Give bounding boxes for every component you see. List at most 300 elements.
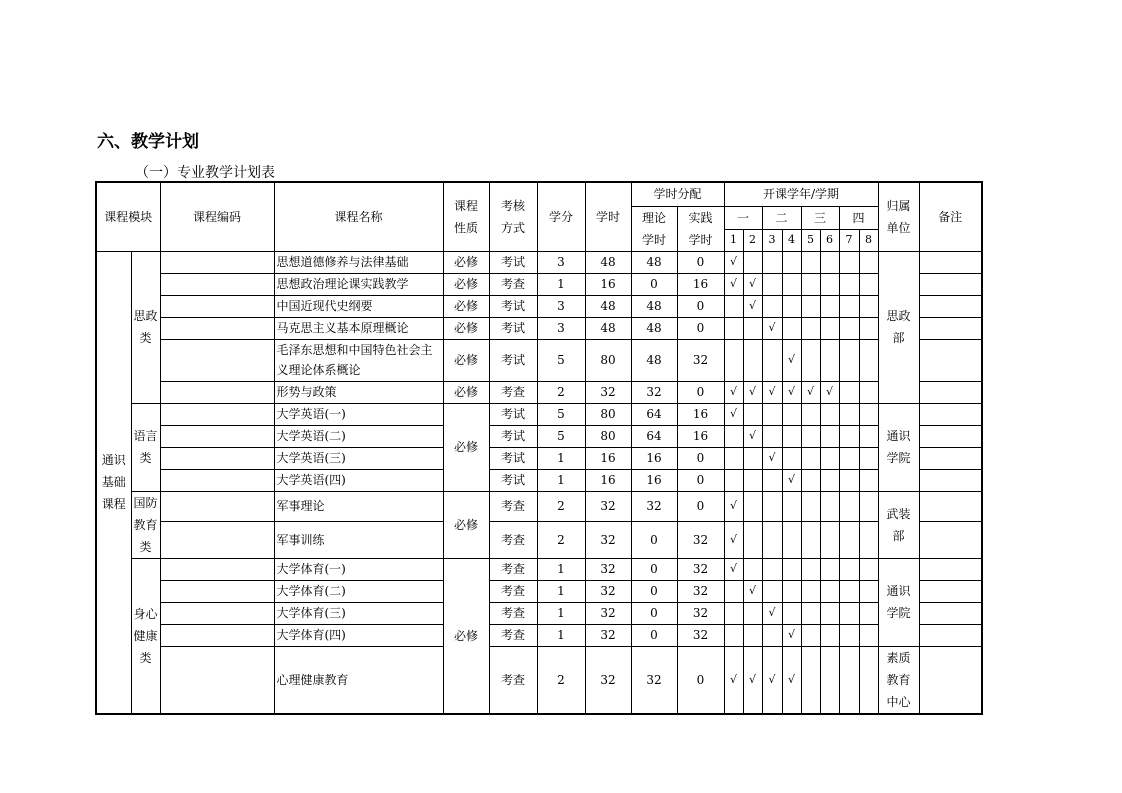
term-cell bbox=[724, 602, 743, 624]
term-cell bbox=[859, 447, 878, 469]
table-row bbox=[96, 273, 982, 295]
term-cell bbox=[762, 339, 782, 381]
course-credit: 2 bbox=[537, 522, 585, 558]
course-name: 大学英语(四) bbox=[274, 469, 443, 491]
term-cell bbox=[820, 522, 839, 558]
table-row bbox=[96, 558, 982, 580]
course-theory-hours: 48 bbox=[631, 251, 677, 273]
course-theory-hours: 0 bbox=[631, 580, 677, 602]
table-row bbox=[96, 295, 982, 317]
term-cell bbox=[782, 251, 801, 273]
course-credit: 2 bbox=[537, 491, 585, 522]
check-mark: √ bbox=[782, 381, 801, 403]
course-exam: 考查 bbox=[489, 522, 537, 558]
course-exam: 考查 bbox=[489, 381, 537, 403]
remark-cell bbox=[919, 522, 982, 558]
term-cell bbox=[859, 602, 878, 624]
header-year: 四 bbox=[839, 206, 878, 229]
remark-cell bbox=[919, 646, 982, 714]
check-mark: √ bbox=[743, 580, 762, 602]
course-practice-hours: 32 bbox=[677, 558, 724, 580]
course-practice-hours: 32 bbox=[677, 339, 724, 381]
dept-general-education: 通识 学院 bbox=[878, 558, 919, 646]
term-cell bbox=[801, 624, 820, 646]
course-name: 思想道德修养与法律基础 bbox=[274, 251, 443, 273]
table-subheading: （一）专业教学计划表 bbox=[135, 165, 275, 181]
term-cell bbox=[782, 558, 801, 580]
course-credit: 1 bbox=[537, 580, 585, 602]
course-code bbox=[160, 447, 274, 469]
course-practice-hours: 0 bbox=[677, 295, 724, 317]
term-cell bbox=[762, 469, 782, 491]
dept-ideology: 思政 部 bbox=[878, 251, 919, 403]
header-term: 6 bbox=[820, 229, 839, 251]
term-cell bbox=[859, 381, 878, 403]
course-credit: 5 bbox=[537, 425, 585, 447]
course-name: 形势与政策 bbox=[274, 381, 443, 403]
table-row bbox=[96, 403, 982, 425]
course-credit: 1 bbox=[537, 447, 585, 469]
course-credit: 3 bbox=[537, 251, 585, 273]
course-exam: 考试 bbox=[489, 339, 537, 381]
course-code bbox=[160, 381, 274, 403]
course-name: 马克思主义基本原理概论 bbox=[274, 317, 443, 339]
course-code bbox=[160, 580, 274, 602]
course-code bbox=[160, 339, 274, 381]
course-exam: 考试 bbox=[489, 317, 537, 339]
course-practice-hours: 0 bbox=[677, 251, 724, 273]
remark-cell bbox=[919, 317, 982, 339]
term-cell bbox=[743, 469, 762, 491]
course-theory-hours: 64 bbox=[631, 425, 677, 447]
course-theory-hours: 16 bbox=[631, 469, 677, 491]
term-cell bbox=[762, 522, 782, 558]
term-cell bbox=[782, 580, 801, 602]
term-cell bbox=[859, 251, 878, 273]
course-practice-hours: 32 bbox=[677, 580, 724, 602]
course-theory-hours: 32 bbox=[631, 381, 677, 403]
term-cell bbox=[820, 251, 839, 273]
term-cell bbox=[743, 491, 762, 522]
check-mark: √ bbox=[724, 558, 743, 580]
term-cell bbox=[782, 295, 801, 317]
course-hours: 32 bbox=[585, 491, 631, 522]
header-credit: 学分 bbox=[537, 182, 585, 251]
header-year: 三 bbox=[801, 206, 839, 229]
dept-armed-forces: 武装 部 bbox=[878, 491, 919, 558]
course-hours: 48 bbox=[585, 317, 631, 339]
term-cell bbox=[801, 491, 820, 522]
course-exam: 考查 bbox=[489, 580, 537, 602]
term-cell bbox=[820, 317, 839, 339]
course-hours: 32 bbox=[585, 624, 631, 646]
term-cell bbox=[801, 602, 820, 624]
check-mark: √ bbox=[782, 646, 801, 714]
teaching-plan-table bbox=[95, 181, 983, 715]
table-row bbox=[96, 469, 982, 491]
term-cell bbox=[820, 469, 839, 491]
term-cell bbox=[839, 317, 859, 339]
group-label-health: 身心 健康 类 bbox=[131, 558, 160, 714]
table-row bbox=[96, 491, 982, 522]
header-term: 2 bbox=[743, 229, 762, 251]
course-hours: 80 bbox=[585, 425, 631, 447]
table-row bbox=[96, 580, 982, 602]
course-name: 大学体育(四) bbox=[274, 624, 443, 646]
term-cell bbox=[801, 295, 820, 317]
course-hours: 32 bbox=[585, 558, 631, 580]
course-theory-hours: 0 bbox=[631, 522, 677, 558]
course-hours: 80 bbox=[585, 339, 631, 381]
remark-cell bbox=[919, 381, 982, 403]
term-cell bbox=[782, 273, 801, 295]
term-cell bbox=[724, 339, 743, 381]
term-cell bbox=[859, 273, 878, 295]
check-mark: √ bbox=[762, 646, 782, 714]
course-exam: 考试 bbox=[489, 251, 537, 273]
term-cell bbox=[743, 403, 762, 425]
term-cell bbox=[859, 317, 878, 339]
course-exam: 考查 bbox=[489, 558, 537, 580]
course-credit: 2 bbox=[537, 646, 585, 714]
remark-cell bbox=[919, 602, 982, 624]
course-credit: 1 bbox=[537, 558, 585, 580]
remark-cell bbox=[919, 425, 982, 447]
header-hour-distribution: 学时分配 bbox=[631, 182, 724, 206]
term-cell bbox=[839, 403, 859, 425]
check-mark: √ bbox=[724, 273, 743, 295]
term-cell bbox=[859, 522, 878, 558]
course-hours: 32 bbox=[585, 602, 631, 624]
term-cell bbox=[801, 522, 820, 558]
header-exam: 考核 方式 bbox=[489, 182, 537, 251]
course-practice-hours: 16 bbox=[677, 403, 724, 425]
course-code bbox=[160, 295, 274, 317]
term-cell bbox=[820, 558, 839, 580]
table-row bbox=[96, 602, 982, 624]
term-cell bbox=[859, 425, 878, 447]
course-theory-hours: 0 bbox=[631, 558, 677, 580]
term-cell bbox=[743, 624, 762, 646]
course-code bbox=[160, 317, 274, 339]
course-exam: 考试 bbox=[489, 425, 537, 447]
term-cell bbox=[820, 447, 839, 469]
term-cell bbox=[724, 447, 743, 469]
course-nature: 必修 bbox=[443, 403, 489, 491]
course-credit: 1 bbox=[537, 273, 585, 295]
term-cell bbox=[743, 339, 762, 381]
term-cell bbox=[820, 602, 839, 624]
check-mark: √ bbox=[762, 381, 782, 403]
term-cell bbox=[743, 602, 762, 624]
term-cell bbox=[782, 602, 801, 624]
table-row bbox=[96, 447, 982, 469]
course-practice-hours: 32 bbox=[677, 624, 724, 646]
term-cell bbox=[839, 273, 859, 295]
check-mark: √ bbox=[724, 646, 743, 714]
group-label-defense: 国防 教育 类 bbox=[131, 491, 160, 558]
term-cell bbox=[762, 580, 782, 602]
course-hours: 48 bbox=[585, 251, 631, 273]
course-practice-hours: 32 bbox=[677, 522, 724, 558]
course-name: 大学体育(二) bbox=[274, 580, 443, 602]
term-cell bbox=[859, 469, 878, 491]
check-mark: √ bbox=[743, 273, 762, 295]
course-nature: 必修 bbox=[443, 317, 489, 339]
header-practice: 实践 学时 bbox=[677, 206, 724, 251]
term-cell bbox=[801, 425, 820, 447]
term-cell bbox=[743, 558, 762, 580]
check-mark: √ bbox=[724, 491, 743, 522]
table-row bbox=[96, 425, 982, 447]
term-cell bbox=[762, 624, 782, 646]
course-code bbox=[160, 602, 274, 624]
term-cell bbox=[859, 339, 878, 381]
course-practice-hours: 0 bbox=[677, 381, 724, 403]
course-hours: 16 bbox=[585, 447, 631, 469]
term-cell bbox=[859, 491, 878, 522]
check-mark: √ bbox=[762, 317, 782, 339]
term-cell bbox=[782, 317, 801, 339]
check-mark: √ bbox=[724, 381, 743, 403]
term-cell bbox=[839, 295, 859, 317]
term-cell bbox=[743, 522, 762, 558]
course-credit: 3 bbox=[537, 295, 585, 317]
term-cell bbox=[839, 558, 859, 580]
course-practice-hours: 32 bbox=[677, 602, 724, 624]
term-cell bbox=[839, 381, 859, 403]
remark-cell bbox=[919, 580, 982, 602]
term-cell bbox=[859, 580, 878, 602]
course-theory-hours: 48 bbox=[631, 295, 677, 317]
course-exam: 考查 bbox=[489, 646, 537, 714]
course-theory-hours: 48 bbox=[631, 339, 677, 381]
table-row bbox=[96, 624, 982, 646]
check-mark: √ bbox=[762, 447, 782, 469]
header-year: 一 bbox=[724, 206, 762, 229]
term-cell bbox=[801, 273, 820, 295]
term-cell bbox=[820, 491, 839, 522]
term-cell bbox=[820, 273, 839, 295]
course-credit: 2 bbox=[537, 381, 585, 403]
term-cell bbox=[724, 425, 743, 447]
term-cell bbox=[724, 580, 743, 602]
header-name: 课程名称 bbox=[274, 182, 443, 251]
course-theory-hours: 0 bbox=[631, 624, 677, 646]
course-theory-hours: 16 bbox=[631, 447, 677, 469]
term-cell bbox=[820, 425, 839, 447]
check-mark: √ bbox=[743, 646, 762, 714]
course-theory-hours: 0 bbox=[631, 602, 677, 624]
remark-cell bbox=[919, 251, 982, 273]
course-hours: 80 bbox=[585, 403, 631, 425]
course-practice-hours: 0 bbox=[677, 469, 724, 491]
term-cell bbox=[839, 251, 859, 273]
term-cell bbox=[839, 425, 859, 447]
term-cell bbox=[801, 251, 820, 273]
term-cell bbox=[839, 491, 859, 522]
header-term: 4 bbox=[782, 229, 801, 251]
term-cell bbox=[801, 403, 820, 425]
course-credit: 3 bbox=[537, 317, 585, 339]
check-mark: √ bbox=[782, 339, 801, 381]
course-theory-hours: 48 bbox=[631, 317, 677, 339]
term-cell bbox=[762, 295, 782, 317]
term-cell bbox=[859, 558, 878, 580]
check-mark: √ bbox=[743, 381, 762, 403]
course-theory-hours: 32 bbox=[631, 646, 677, 714]
header-term: 5 bbox=[801, 229, 820, 251]
course-hours: 32 bbox=[585, 522, 631, 558]
remark-cell bbox=[919, 295, 982, 317]
term-cell bbox=[782, 491, 801, 522]
course-credit: 5 bbox=[537, 403, 585, 425]
course-code bbox=[160, 558, 274, 580]
course-exam: 考查 bbox=[489, 624, 537, 646]
course-exam: 考查 bbox=[489, 602, 537, 624]
section-heading: 六、教学计划 bbox=[97, 132, 199, 152]
table-row bbox=[96, 339, 982, 381]
course-credit: 5 bbox=[537, 339, 585, 381]
term-cell bbox=[820, 339, 839, 381]
course-code bbox=[160, 251, 274, 273]
term-cell bbox=[839, 447, 859, 469]
check-mark: √ bbox=[801, 381, 820, 403]
term-cell bbox=[859, 624, 878, 646]
course-practice-hours: 16 bbox=[677, 273, 724, 295]
course-hours: 32 bbox=[585, 381, 631, 403]
term-cell bbox=[839, 624, 859, 646]
course-exam: 考试 bbox=[489, 447, 537, 469]
remark-cell bbox=[919, 469, 982, 491]
remark-cell bbox=[919, 558, 982, 580]
course-nature: 必修 bbox=[443, 295, 489, 317]
table-row bbox=[96, 251, 982, 273]
term-cell bbox=[724, 317, 743, 339]
course-hours: 16 bbox=[585, 273, 631, 295]
course-credit: 1 bbox=[537, 469, 585, 491]
check-mark: √ bbox=[724, 251, 743, 273]
course-hours: 32 bbox=[585, 646, 631, 714]
remark-cell bbox=[919, 447, 982, 469]
course-exam: 考查 bbox=[489, 491, 537, 522]
table-row bbox=[96, 317, 982, 339]
module-label: 通识 基础 课程 bbox=[96, 251, 131, 714]
term-cell bbox=[839, 469, 859, 491]
term-cell bbox=[762, 425, 782, 447]
term-cell bbox=[801, 580, 820, 602]
term-cell bbox=[839, 522, 859, 558]
course-name: 大学体育(一) bbox=[274, 558, 443, 580]
dept-general-education: 通识 学院 bbox=[878, 403, 919, 491]
course-theory-hours: 0 bbox=[631, 273, 677, 295]
term-cell bbox=[859, 403, 878, 425]
header-hours: 学时 bbox=[585, 182, 631, 251]
course-code bbox=[160, 624, 274, 646]
term-cell bbox=[724, 469, 743, 491]
course-nature: 必修 bbox=[443, 273, 489, 295]
term-cell bbox=[801, 646, 820, 714]
course-name: 毛泽东思想和中国特色社会主义理论体系概论 bbox=[274, 339, 443, 381]
course-exam: 考查 bbox=[489, 273, 537, 295]
term-cell bbox=[801, 317, 820, 339]
check-mark: √ bbox=[782, 469, 801, 491]
term-cell bbox=[782, 403, 801, 425]
term-cell bbox=[801, 558, 820, 580]
check-mark: √ bbox=[820, 381, 839, 403]
course-name: 军事理论 bbox=[274, 491, 443, 522]
course-exam: 考试 bbox=[489, 403, 537, 425]
header-schedule: 开课学年/学期 bbox=[724, 182, 878, 206]
course-practice-hours: 0 bbox=[677, 491, 724, 522]
term-cell bbox=[762, 251, 782, 273]
header-remark: 备注 bbox=[919, 182, 982, 251]
course-nature: 必修 bbox=[443, 339, 489, 381]
remark-cell bbox=[919, 491, 982, 522]
course-code bbox=[160, 646, 274, 714]
course-practice-hours: 0 bbox=[677, 646, 724, 714]
course-hours: 48 bbox=[585, 295, 631, 317]
term-cell bbox=[762, 491, 782, 522]
group-label-ideology: 思政 类 bbox=[131, 251, 160, 403]
course-code bbox=[160, 522, 274, 558]
term-cell bbox=[839, 646, 859, 714]
course-hours: 16 bbox=[585, 469, 631, 491]
dept-quality-education-center: 素质 教育 中心 bbox=[878, 646, 919, 714]
course-theory-hours: 64 bbox=[631, 403, 677, 425]
course-code bbox=[160, 491, 274, 522]
term-cell bbox=[762, 558, 782, 580]
header-term: 7 bbox=[839, 229, 859, 251]
header-module: 课程模块 bbox=[96, 182, 160, 251]
course-practice-hours: 0 bbox=[677, 447, 724, 469]
term-cell bbox=[839, 580, 859, 602]
term-cell bbox=[743, 251, 762, 273]
table-row bbox=[96, 381, 982, 403]
course-code bbox=[160, 425, 274, 447]
term-cell bbox=[839, 339, 859, 381]
header-year: 二 bbox=[762, 206, 801, 229]
term-cell bbox=[801, 447, 820, 469]
check-mark: √ bbox=[762, 602, 782, 624]
term-cell bbox=[782, 522, 801, 558]
term-cell bbox=[762, 403, 782, 425]
term-cell bbox=[820, 624, 839, 646]
course-name: 大学英语(二) bbox=[274, 425, 443, 447]
header-term: 1 bbox=[724, 229, 743, 251]
term-cell bbox=[859, 295, 878, 317]
header-code: 课程编码 bbox=[160, 182, 274, 251]
term-cell bbox=[801, 339, 820, 381]
term-cell bbox=[820, 646, 839, 714]
header-row-1 bbox=[96, 182, 982, 206]
remark-cell bbox=[919, 403, 982, 425]
remark-cell bbox=[919, 273, 982, 295]
course-credit: 1 bbox=[537, 602, 585, 624]
term-cell bbox=[820, 403, 839, 425]
remark-cell bbox=[919, 339, 982, 381]
term-cell bbox=[762, 273, 782, 295]
term-cell bbox=[839, 602, 859, 624]
course-nature: 必修 bbox=[443, 251, 489, 273]
term-cell bbox=[801, 469, 820, 491]
header-dept: 归属 单位 bbox=[878, 182, 919, 251]
course-name: 大学英语(三) bbox=[274, 447, 443, 469]
course-name: 大学英语(一) bbox=[274, 403, 443, 425]
course-nature: 必修 bbox=[443, 558, 489, 714]
check-mark: √ bbox=[743, 425, 762, 447]
term-cell bbox=[724, 624, 743, 646]
